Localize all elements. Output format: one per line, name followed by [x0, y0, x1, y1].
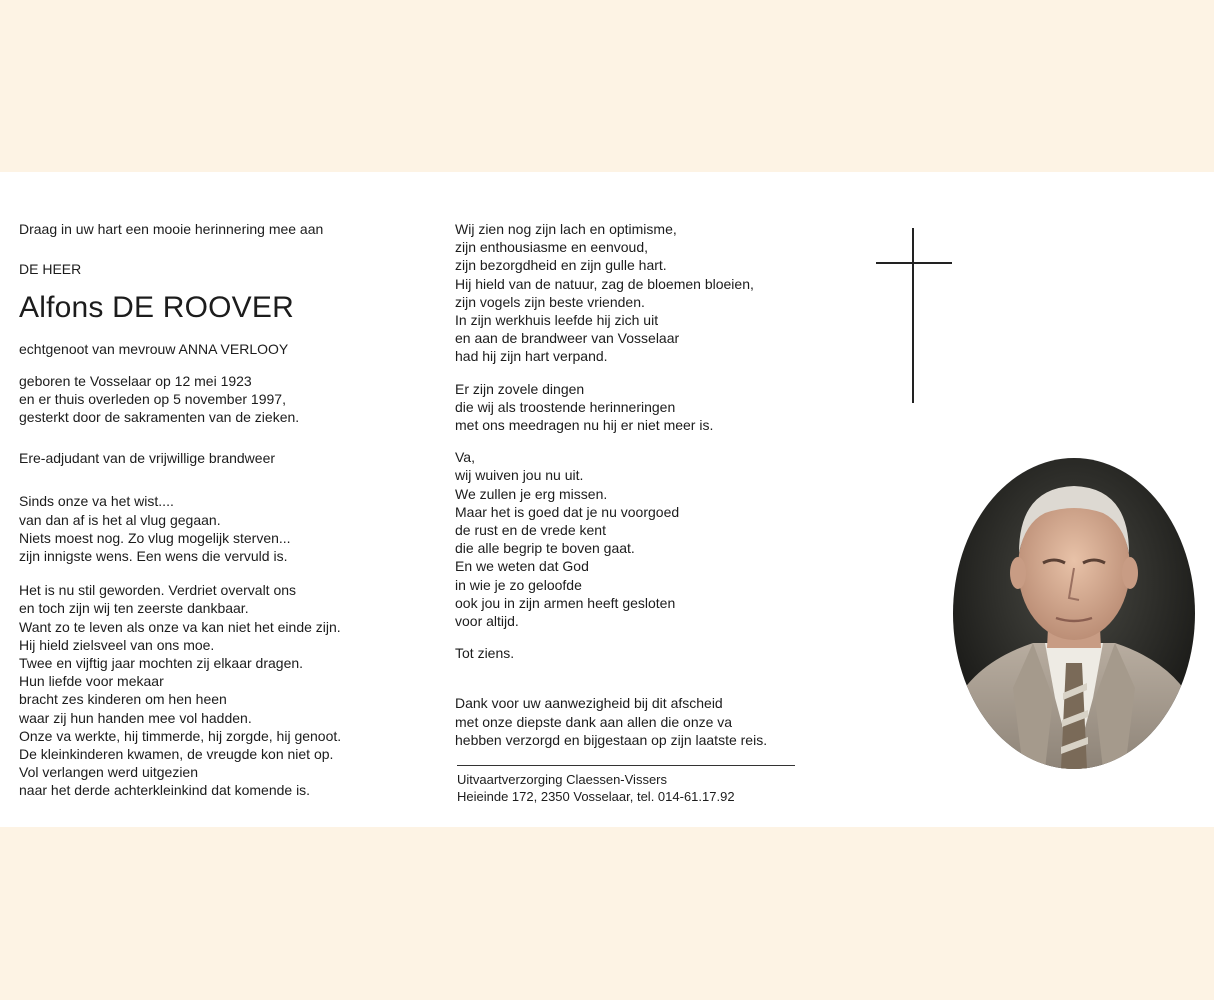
- poem-line: Maar het is goed dat je nu voorgoed: [455, 503, 680, 520]
- separator-line: [457, 765, 795, 766]
- poem-line: Niets moest nog. Zo vlug mogelijk sterven...: [19, 529, 291, 546]
- poem-line: naar het derde achterkleinkind dat komende is.: [19, 782, 311, 799]
- poem-stanza: [455, 448, 855, 630]
- thanks-line: Dank voor uw aanwezigheid bij dit afscheid: [455, 695, 723, 712]
- funeral-director-info: [455, 772, 855, 805]
- farewell-text: Tot ziens.: [455, 645, 515, 662]
- poem-line: de rust en de vrede kent: [455, 522, 606, 539]
- poem-line: Wij zien nog zijn lach en optimisme,: [455, 221, 677, 237]
- poem-line: zijn vogels zijn beste vrienden.: [455, 293, 645, 310]
- poem-line: Het is nu stil geworden. Verdriet overvalt ons: [19, 582, 297, 599]
- poem-line: Er zijn zovele dingen: [455, 380, 585, 397]
- portrait-photo: [953, 458, 1195, 769]
- honorific-title: DE HEER: [19, 261, 82, 278]
- memorial-card: [0, 172, 1214, 827]
- poem-line: zijn enthousiasme en eenvoud,: [455, 239, 649, 256]
- poem-line: die alle begrip te boven gaat.: [455, 540, 635, 557]
- poem-line: zijn innigste wens. Een wens die vervuld is.: [19, 548, 288, 565]
- life-dates-line: gesterkt door de sakramenten van de zieken.: [19, 409, 300, 426]
- poem-line: Twee en vijftig jaar mochten zij elkaar dragen.: [19, 655, 304, 672]
- poem-stanza: [455, 380, 855, 435]
- poem-line: wij wuiven jou nu uit.: [455, 467, 584, 484]
- poem-line: Hij hield van de natuur, zag de bloemen bloeien,: [455, 275, 754, 292]
- poem-stanza: [455, 220, 855, 366]
- spouse-line: echtgenoot van mevrouw ANNA VERLOOY: [19, 341, 289, 358]
- poem-line: voor altijd.: [455, 613, 519, 630]
- poem-line: in wie je zo geloofde: [455, 576, 582, 593]
- poem-line: van dan af is het al vlug gegaan.: [19, 511, 221, 528]
- poem-line: bracht zes kinderen om hen heen: [19, 691, 227, 708]
- thanks-line: hebben verzorgd en bijgestaan op zijn laatste reis.: [455, 731, 768, 748]
- funeral-director-line: Uitvaartverzorging Claessen-Vissers: [457, 772, 668, 788]
- middle-column: [455, 220, 855, 805]
- poem-line: Vol verlangen werd uitgezien: [19, 764, 199, 781]
- funeral-director-line: Heieinde 172, 2350 Vosselaar, tel. 014-61.17.92: [457, 788, 735, 804]
- poem-line: En we weten dat God: [455, 558, 589, 575]
- honorary-role: Ere-adjudant van de vrijwillige brandweer: [19, 450, 276, 467]
- poem-line: met ons meedragen nu hij er niet meer is.: [455, 417, 714, 434]
- poem-line: Want zo te leven als onze va kan niet het einde zijn.: [19, 618, 341, 635]
- intro-text: Draag in uw hart een mooie herinnering mee aan: [19, 221, 324, 237]
- poem-line: De kleinkinderen kwamen, de vreugde kon niet op.: [19, 746, 334, 763]
- poem-line: en toch zijn wij ten zeerste dankbaar.: [19, 600, 249, 617]
- poem-line: had hij zijn hart verpand.: [455, 348, 608, 365]
- poem-line: en aan de brandweer van Vosselaar: [455, 330, 680, 347]
- poem-line: Va,: [455, 449, 475, 466]
- poem-line: Hij hield zielsveel van ons moe.: [19, 636, 215, 653]
- poem-line: ook jou in zijn armen heeft gesloten: [455, 594, 676, 611]
- poem-line: waar zij hun handen mee vol hadden.: [19, 709, 252, 726]
- poem-line: In zijn werkhuis leefde hij zich uit: [455, 312, 659, 329]
- life-dates-line: en er thuis overleden op 5 november 1997,: [19, 390, 286, 407]
- poem-line: We zullen je erg missen.: [455, 485, 608, 502]
- left-column: [19, 220, 419, 800]
- poem-line: die wij als troostende herinneringen: [455, 398, 676, 415]
- thanks-line: met onze diepste dank aan allen die onze va: [455, 713, 733, 730]
- life-dates-block: [19, 372, 419, 427]
- poem-line: Sinds onze va het wist....: [19, 493, 174, 510]
- life-dates-line: geboren te Vosselaar op 12 mei 1923: [19, 372, 252, 389]
- poem-line: Hun liefde voor mekaar: [19, 673, 164, 690]
- poem-stanza: [19, 581, 419, 799]
- poem-line: zijn bezorgdheid en zijn gulle hart.: [455, 257, 667, 274]
- thanks-block: [455, 694, 855, 749]
- poem-stanza: [19, 492, 419, 565]
- deceased-name: Alfons DE ROOVER: [19, 291, 294, 325]
- poem-line: Onze va werkte, hij timmerde, hij zorgde, hij genoot.: [19, 727, 342, 744]
- cross-icon: [876, 228, 952, 403]
